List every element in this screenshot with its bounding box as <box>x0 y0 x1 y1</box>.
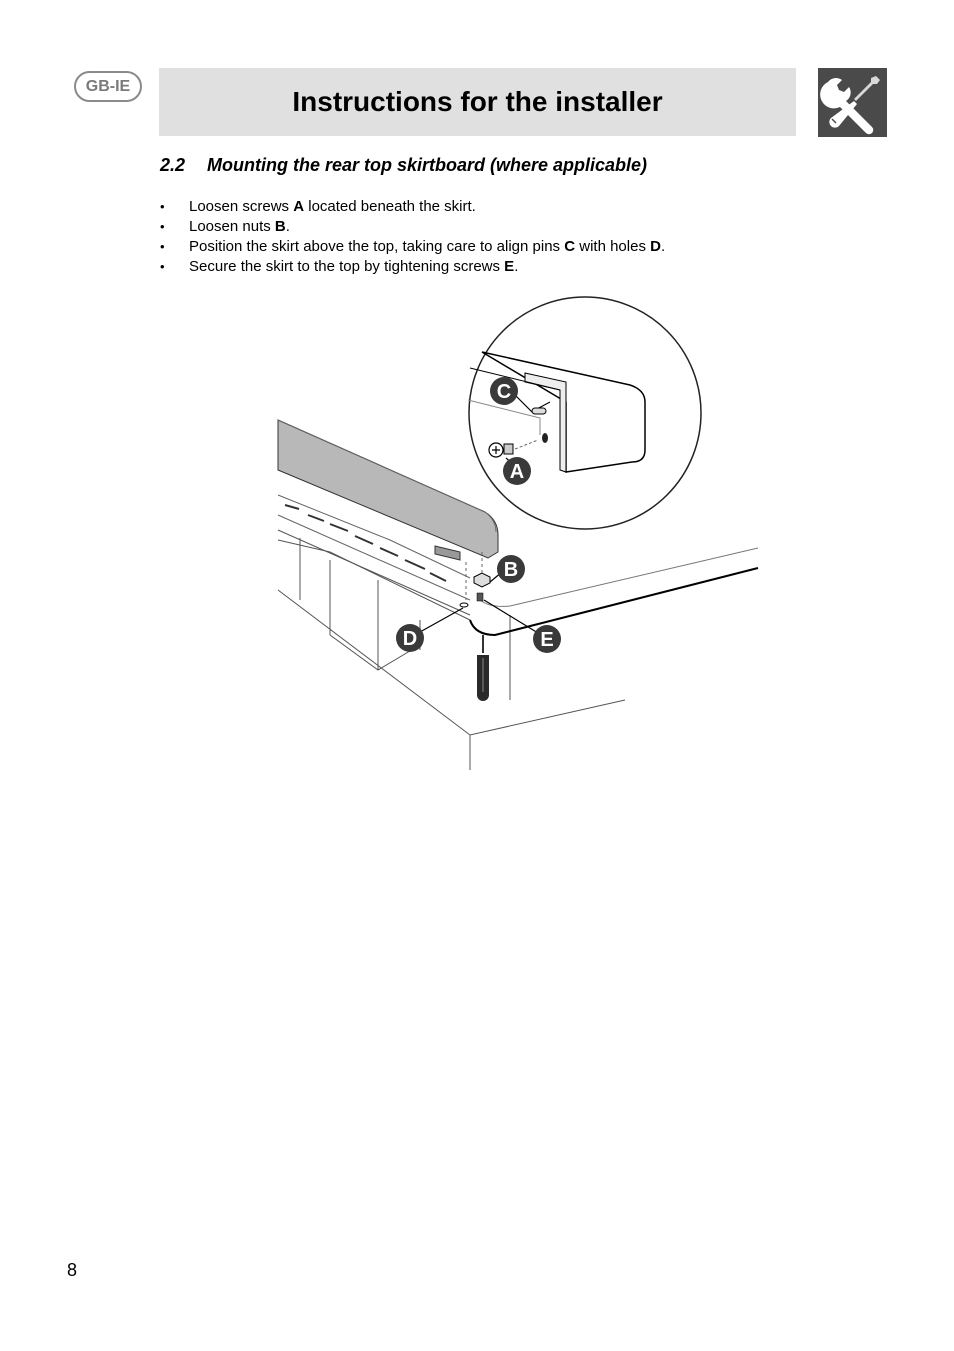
label-d: D <box>402 628 418 650</box>
label-e-badge <box>533 625 561 653</box>
label-d-badge <box>396 624 424 652</box>
list-item: • Position the skirt above the top, taking care to align pins C with holes D. <box>160 237 665 257</box>
section-heading <box>160 155 647 176</box>
instruction-list <box>160 197 665 277</box>
label-a: A <box>509 461 525 483</box>
list-item: • Secure the skirt to the top by tightening screws E. <box>160 257 665 277</box>
label-c-badge <box>490 377 518 405</box>
list-item: • Loosen screws A located beneath the skirt. <box>160 197 665 217</box>
page-number: 8 <box>67 1260 78 1280</box>
wrench-screwdriver-icon <box>818 68 887 137</box>
header-band <box>159 68 796 136</box>
label-a-badge <box>503 457 531 485</box>
language-badge: GB-IE <box>74 71 142 102</box>
list-item: • Loosen nuts B. <box>160 217 665 237</box>
label-b-badge <box>497 555 525 583</box>
section-title: Mounting the rear top skirtboard (where applicable) <box>207 155 648 175</box>
label-b: B <box>503 559 519 581</box>
installation-diagram <box>270 290 770 775</box>
page-title: Instructions for the installer <box>292 86 663 117</box>
section-number: 2.2 <box>160 155 186 175</box>
label-e: E <box>540 629 554 651</box>
label-c: C <box>496 381 512 403</box>
